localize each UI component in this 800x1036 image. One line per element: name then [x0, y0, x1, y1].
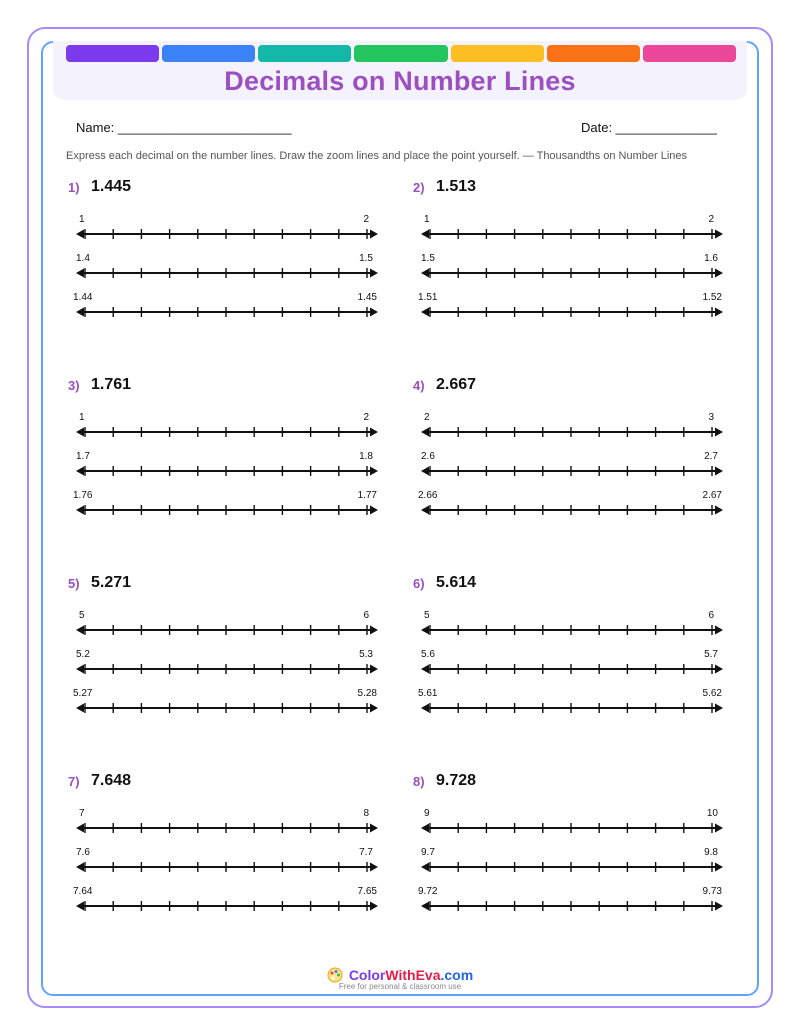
- left-arrow: [76, 704, 84, 713]
- problem: [68, 774, 388, 924]
- left-arrow: [421, 230, 429, 239]
- number-line: [74, 226, 384, 242]
- line-right-label: 1.45: [357, 292, 377, 303]
- color-bars: [66, 45, 736, 62]
- line-right-label: 2.7: [704, 451, 718, 462]
- line-right-label: 5.3: [359, 649, 373, 660]
- number-line: [74, 622, 384, 638]
- right-arrow: [715, 824, 723, 833]
- number-line: [419, 424, 729, 440]
- color-bar: [66, 45, 159, 62]
- line-right-label: 1.8: [359, 451, 373, 462]
- problem-number: 1): [68, 180, 80, 195]
- right-arrow: [370, 269, 378, 278]
- color-bar: [643, 45, 736, 62]
- left-arrow: [76, 863, 84, 872]
- left-arrow: [76, 824, 84, 833]
- problem-number: 3): [68, 378, 80, 393]
- left-arrow: [421, 626, 429, 635]
- line-right-label: 2: [363, 214, 369, 225]
- color-bar: [451, 45, 544, 62]
- line-right-label: 1.5: [359, 253, 373, 264]
- right-arrow: [370, 626, 378, 635]
- number-line: [419, 226, 729, 242]
- line-left-label: 5: [424, 610, 430, 621]
- color-bar: [354, 45, 447, 62]
- left-arrow: [421, 902, 429, 911]
- problem-value: 1.513: [436, 178, 477, 195]
- left-arrow: [421, 665, 429, 674]
- right-arrow: [370, 467, 378, 476]
- line-left-label: 1: [424, 214, 430, 225]
- right-arrow: [370, 665, 378, 674]
- date-field: Date: ______________: [581, 120, 717, 135]
- left-arrow: [76, 506, 84, 515]
- line-left-label: 7: [79, 808, 85, 819]
- right-arrow: [715, 230, 723, 239]
- instructions: Express each decimal on the number lines. Draw the zoom lines and place the point yourself. — Thousandths on Number Lines: [66, 150, 688, 162]
- problem-value: 5.614: [436, 574, 477, 591]
- number-line: [419, 622, 729, 638]
- left-arrow: [421, 824, 429, 833]
- right-arrow: [370, 506, 378, 515]
- problem: [68, 378, 388, 528]
- line-left-label: 5.61: [418, 688, 438, 699]
- right-arrow: [715, 863, 723, 872]
- problem: [413, 576, 733, 726]
- line-left-label: 1.5: [421, 253, 435, 264]
- line-left-label: 7.6: [76, 847, 90, 858]
- left-arrow: [421, 704, 429, 713]
- line-right-label: 9.73: [702, 886, 722, 897]
- right-arrow: [715, 704, 723, 713]
- left-arrow: [421, 506, 429, 515]
- line-right-label: 10: [706, 808, 718, 819]
- number-line: [419, 700, 729, 716]
- problem-value: 5.271: [91, 574, 132, 591]
- brand-part-com: .com: [440, 967, 474, 983]
- line-left-label: 7.64: [73, 886, 93, 897]
- color-bar: [162, 45, 255, 62]
- line-left-label: 5: [79, 610, 85, 621]
- number-line: [74, 661, 384, 677]
- problem: [413, 774, 733, 924]
- line-left-label: 5.27: [73, 688, 93, 699]
- problem-value: 9.728: [436, 772, 477, 789]
- line-left-label: 1.4: [76, 253, 90, 264]
- line-right-label: 3: [708, 412, 714, 423]
- right-arrow: [370, 308, 378, 317]
- number-line: [74, 820, 384, 836]
- right-arrow: [370, 230, 378, 239]
- line-right-label: 1.6: [704, 253, 718, 264]
- right-arrow: [715, 506, 723, 515]
- problem-number: 2): [413, 180, 425, 195]
- number-line: [74, 265, 384, 281]
- problem-number: 4): [413, 378, 425, 393]
- line-left-label: 1: [79, 412, 85, 423]
- left-arrow: [421, 269, 429, 278]
- number-line: [419, 898, 729, 914]
- footer: [0, 967, 800, 991]
- right-arrow: [715, 902, 723, 911]
- number-line: [74, 304, 384, 320]
- line-left-label: 1: [79, 214, 85, 225]
- problem: [413, 180, 733, 330]
- left-arrow: [76, 308, 84, 317]
- line-right-label: 2: [363, 412, 369, 423]
- right-arrow: [370, 704, 378, 713]
- palette-icon: [327, 967, 343, 983]
- problem-number: 5): [68, 576, 80, 591]
- left-arrow: [421, 467, 429, 476]
- left-arrow: [421, 428, 429, 437]
- line-left-label: 9.7: [421, 847, 435, 858]
- left-arrow: [421, 863, 429, 872]
- line-right-label: 1.77: [357, 490, 377, 501]
- right-arrow: [715, 665, 723, 674]
- right-arrow: [370, 863, 378, 872]
- left-arrow: [76, 626, 84, 635]
- left-arrow: [76, 230, 84, 239]
- problem-number: 8): [413, 774, 425, 789]
- problem: [413, 378, 733, 528]
- number-line: [74, 424, 384, 440]
- footer-tagline: Free for personal & classroom use: [338, 982, 462, 991]
- left-arrow: [76, 428, 84, 437]
- number-line: [419, 859, 729, 875]
- line-left-label: 1.51: [418, 292, 438, 303]
- line-left-label: 2: [424, 412, 430, 423]
- name-field: Name: ________________________: [76, 120, 292, 135]
- number-line: [419, 502, 729, 518]
- number-line: [74, 502, 384, 518]
- problem-value: 1.445: [91, 178, 132, 195]
- right-arrow: [370, 902, 378, 911]
- problem-value: 2.667: [436, 376, 477, 393]
- number-line: [419, 820, 729, 836]
- line-right-label: 5.62: [702, 688, 722, 699]
- right-arrow: [715, 467, 723, 476]
- number-line: [419, 304, 729, 320]
- left-arrow: [76, 902, 84, 911]
- line-left-label: 2.6: [421, 451, 435, 462]
- problem-number: 7): [68, 774, 80, 789]
- brand-part-color: Color: [348, 967, 386, 983]
- problem-number: 6): [413, 576, 425, 591]
- line-right-label: 9.8: [704, 847, 718, 858]
- brand-part-witheva: WithEva: [385, 967, 441, 983]
- line-left-label: 1.44: [73, 292, 93, 303]
- line-right-label: 7.65: [357, 886, 377, 897]
- color-bar: [258, 45, 351, 62]
- left-arrow: [76, 269, 84, 278]
- problem-value: 1.761: [91, 376, 132, 393]
- line-left-label: 9.72: [418, 886, 438, 897]
- number-line: [74, 700, 384, 716]
- number-line: [74, 463, 384, 479]
- right-arrow: [715, 308, 723, 317]
- problem: [68, 576, 388, 726]
- left-arrow: [76, 467, 84, 476]
- page-title: Decimals on Number Lines: [224, 66, 576, 96]
- number-line: [419, 661, 729, 677]
- brand-logo: [0, 967, 800, 983]
- line-left-label: 9: [424, 808, 430, 819]
- right-arrow: [715, 626, 723, 635]
- color-bar: [547, 45, 640, 62]
- line-left-label: 5.6: [421, 649, 435, 660]
- line-right-label: 5.7: [704, 649, 718, 660]
- number-line: [419, 463, 729, 479]
- line-left-label: 1.7: [76, 451, 90, 462]
- line-right-label: 1.52: [702, 292, 722, 303]
- problem: [68, 180, 388, 330]
- line-right-label: 6: [708, 610, 714, 621]
- line-right-label: 6: [363, 610, 369, 621]
- left-arrow: [421, 308, 429, 317]
- number-line: [419, 265, 729, 281]
- right-arrow: [715, 428, 723, 437]
- line-right-label: 2: [708, 214, 714, 225]
- number-line: [74, 898, 384, 914]
- line-right-label: 2.67: [702, 490, 722, 501]
- right-arrow: [370, 428, 378, 437]
- line-right-label: 7.7: [359, 847, 373, 858]
- line-right-label: 8: [363, 808, 369, 819]
- line-left-label: 2.66: [418, 490, 438, 501]
- right-arrow: [715, 269, 723, 278]
- line-left-label: 1.76: [73, 490, 93, 501]
- left-arrow: [76, 665, 84, 674]
- right-arrow: [370, 824, 378, 833]
- line-right-label: 5.28: [357, 688, 377, 699]
- line-left-label: 5.2: [76, 649, 90, 660]
- number-line: [74, 859, 384, 875]
- problem-value: 7.648: [91, 772, 132, 789]
